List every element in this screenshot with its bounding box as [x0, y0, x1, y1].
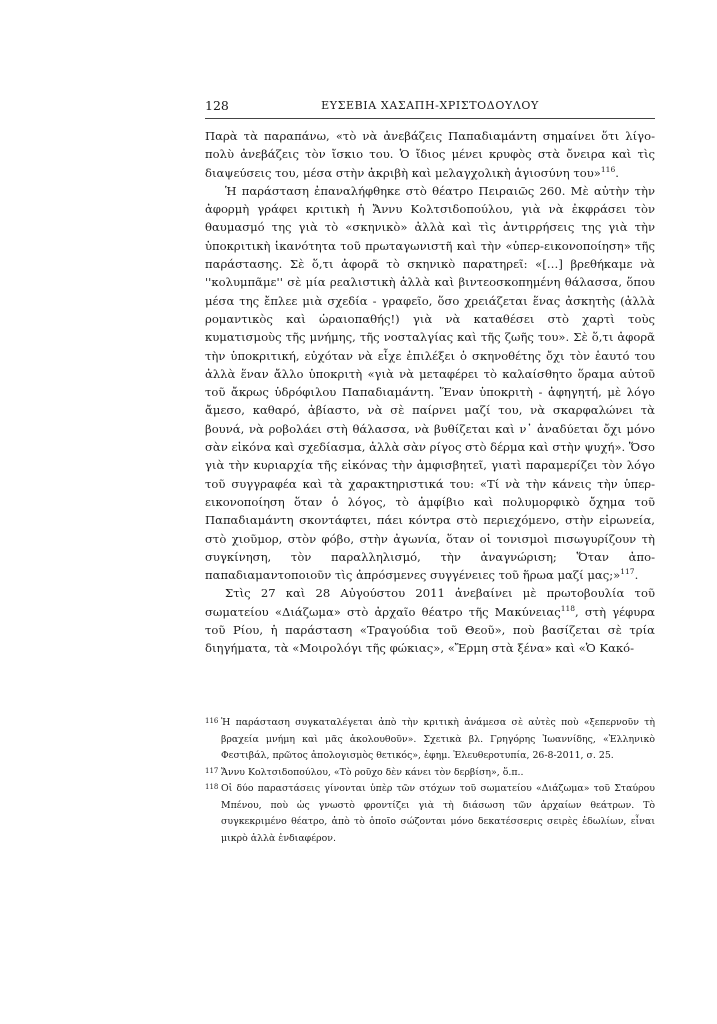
- footnote: [205, 765, 655, 782]
- paragraph-text: Παρὰ τὰ παραπάνω, «τὸ νὰ ἀνεβάζεις Παπαδιαμάντη σημαίνει ὅτι λίγο-πολὺ ἀνεβάζεις τὸν ἴσκιο του. Ὁ ἴδιος μένει κρυφὸς στὰ ὄνειρα καὶ τὶς διαψεύσεις του, μέσα στὴν ἀκριβὴ καὶ μελαγχολικὴ ἁγιοσύνη του»: [205, 129, 655, 180]
- footnote-text: Ἡ παράσταση συγκαταλέγεται ἀπὸ τὴν κριτικὴ ἀνάμεσα σὲ αὐτὲς ποὺ «ξεπερνοῦν τὴ βραχεία μνήμη καὶ μᾶς ἀκολουθοῦν». Σχετικὰ βλ. Γρηγόρης Ἰωαννίδης, «Ἑλληνικὸ Φεστιβάλ, πρῶτος ἀπολογισμὸς θετικός», ἐφημ. Ἐλευθεροτυπία, 26-8-2011, σ. 25.: [221, 717, 655, 761]
- footnote: [205, 715, 655, 765]
- paragraph-text: Στὶς 27 καὶ 28 Αὐγούστου 2011 ἀνεβαίνει μὲ πρωτοβουλία τοῦ σωματείου «Διάζωμα» στὸ ἀρχαῖο θέατρο τῆς Μακύνειας: [205, 586, 655, 619]
- page-number: 128: [205, 98, 229, 113]
- footnote-mark: 117: [205, 766, 219, 775]
- footnote-text: Ἄννυ Κολτσιδοπούλου, «Τὸ ροῦχο δὲν κάνει τὸν δερβίση», ὅ.π..: [221, 766, 524, 778]
- main-text: [205, 127, 655, 658]
- footnote-ref: 118: [560, 603, 576, 613]
- footnote-ref: 117: [620, 567, 635, 577]
- paragraph: [205, 182, 655, 585]
- paragraph-end: .: [634, 568, 639, 583]
- running-head: ΕΥΣΕΒΙΑ ΧΑΣΑΠΗ-ΧΡΙΣΤΟΔΟΥΛΟΥ: [321, 99, 539, 112]
- page-header: [205, 98, 655, 119]
- footnote-ref: 116: [600, 164, 616, 174]
- paragraph-end: .: [615, 165, 619, 180]
- paragraph: [205, 584, 655, 657]
- paragraph: [205, 127, 655, 182]
- footnote-mark: 118: [205, 783, 219, 791]
- footnotes: [205, 715, 655, 847]
- footnote-text: Οἱ δύο παραστάσεις γίνονται ὑπὲρ τῶν στόχων τοῦ σωματείου «Διάζωμα» τοῦ Σταύρου Μπένου, ποὺ ὡς γνωστὸ φροντίζει γιὰ τὴ διάσωση τῶν ἀρχαίων θεάτρων. Τὸ συγκεκριμένο θέατρο, ἀπὸ τὸ ὁποῖο σώζονται μόνο δεκατέσσερις σειρὲς ἑδωλίων, εἶναι μικρὸ ἀλλὰ ἐνδιαφέρον.: [221, 783, 655, 844]
- footnote: [205, 781, 655, 847]
- paragraph-text: Ἡ παράσταση ἐπαναλήφθηκε στὸ θέατρο Πειραιῶς 260. Μὲ αὐτὴν τὴν ἀφορμὴ γράφει κριτικὴ ἡ Ἄννυ Κολτσιδοπούλου, γιὰ νὰ ἐκφράσει τὸν θαυμασμό της γιὰ τὸ «σκηνικὸ» ἀλλὰ καὶ τὶς ἀντιρρήσεις της γιὰ τὴν ὑποκριτικὴ ἱκανότητα τοῦ πρωταγωνιστῆ καὶ τὴν «ὑπερ-εικονοποίηση» τῆς παράστασης. Σὲ ὅ,τι ἀφορᾶ τὸ σκηνικὸ παρατηρεῖ: «[…] βρεθήκαμε νὰ ''κολυμπᾶμε'' σὲ μία ρεαλιστικὴ ἀλλὰ καὶ βιντεοσκοπημένη θάλασσα, ὅπου μέσα της ἔπλεε μιὰ σχεδία - γραφεῖο, ὅσο χρειάζεται ἕνας ἀσκητὴς (ἀλλὰ ρομαντικὸς καὶ ὡραιοπαθής!) γιὰ νὰ καταθέσει στὸ χαρτὶ τοὺς κυματισμοὺς τῆς μνήμης, τῆς νοσταλγίας καὶ τῆς ζωῆς του». Σὲ ὅ,τι ἀφορᾶ τὴν ὑποκριτική, εὐχόταν νὰ εἶχε ἐπιλέξει ὁ σκηνοθέτης ὄχι τὸν ἑαυτό του ἀλλὰ ἕναν ἄλλο ὑποκριτὴ «γιὰ νὰ μεταφέρει τὸ καλαίσθητο ὅραμα αὐτοῦ τοῦ ἄκρως ὑδρόφιλου Παπαδιαμάντη. Ἕναν ὑποκριτὴ - ἀφηγητή, μὲ λόγο ἄμεσο, καθαρό, ἀβίαστο, νὰ σὲ παίρνει μαζί του, νὰ σκαρφαλώνει τὰ βουνά, νὰ ροβολάει στὴ θάλασσα, νὰ βυθίζεται καὶ ν᾽ ἀναδύεται ὄχι μόνο σὰν εἰκόνα καὶ σχεδίασμα, ἀλλὰ σὰν ρίγος στὸ δέρμα καὶ στὴν ψυχή». Ὅσο γιὰ τὴν κυριαρχία τῆς εἰκόνας τὴν ἀμφισβητεῖ, γιατὶ παραμερίζει τὸν λόγο τοῦ συγγραφέα καὶ τὰ χαρακτηριστικά του: «Τί νὰ τὴν κάνεις τὴν ὑπερ-εικονοποίηση ὅταν ὁ λόγος, τὸ ἀμφίβιο καὶ πολυμορφικὸ ὄχημα τοῦ Παπαδιαμάντη σκοντάφτει, πάει κόντρα στὸ περιεχόμενο, στὴν εἰρωνεία, στὸ χιοῦμορ, στὸν φόβο, στὴν ἀγωνία, ὅταν οἱ τονισμοὶ πισωγυρίζουν τὴ συγκίνηση, τὸν παραλληλισμό, τὴν ἀναγνώριση; Ὅταν ἀπο-παπαδιαμαντοποιοῦν τὶς ἀπρόσμενες συγγένειες τοῦ ἥρωα μαζί μας;»: [205, 183, 655, 583]
- paragraph-text: , στὴ γέφυρα τοῦ Ρίου, ἡ παράσταση «Τραγούδια τοῦ Θεοῦ», ποὺ βασίζεται σὲ τρία διηγήματα, τὰ «Μοιρολόγι τῆς φώκιας», «Ἔρμη στὰ ξένα» καὶ «Ὁ Κακό-: [205, 604, 655, 656]
- footnote-mark: 116: [205, 717, 219, 725]
